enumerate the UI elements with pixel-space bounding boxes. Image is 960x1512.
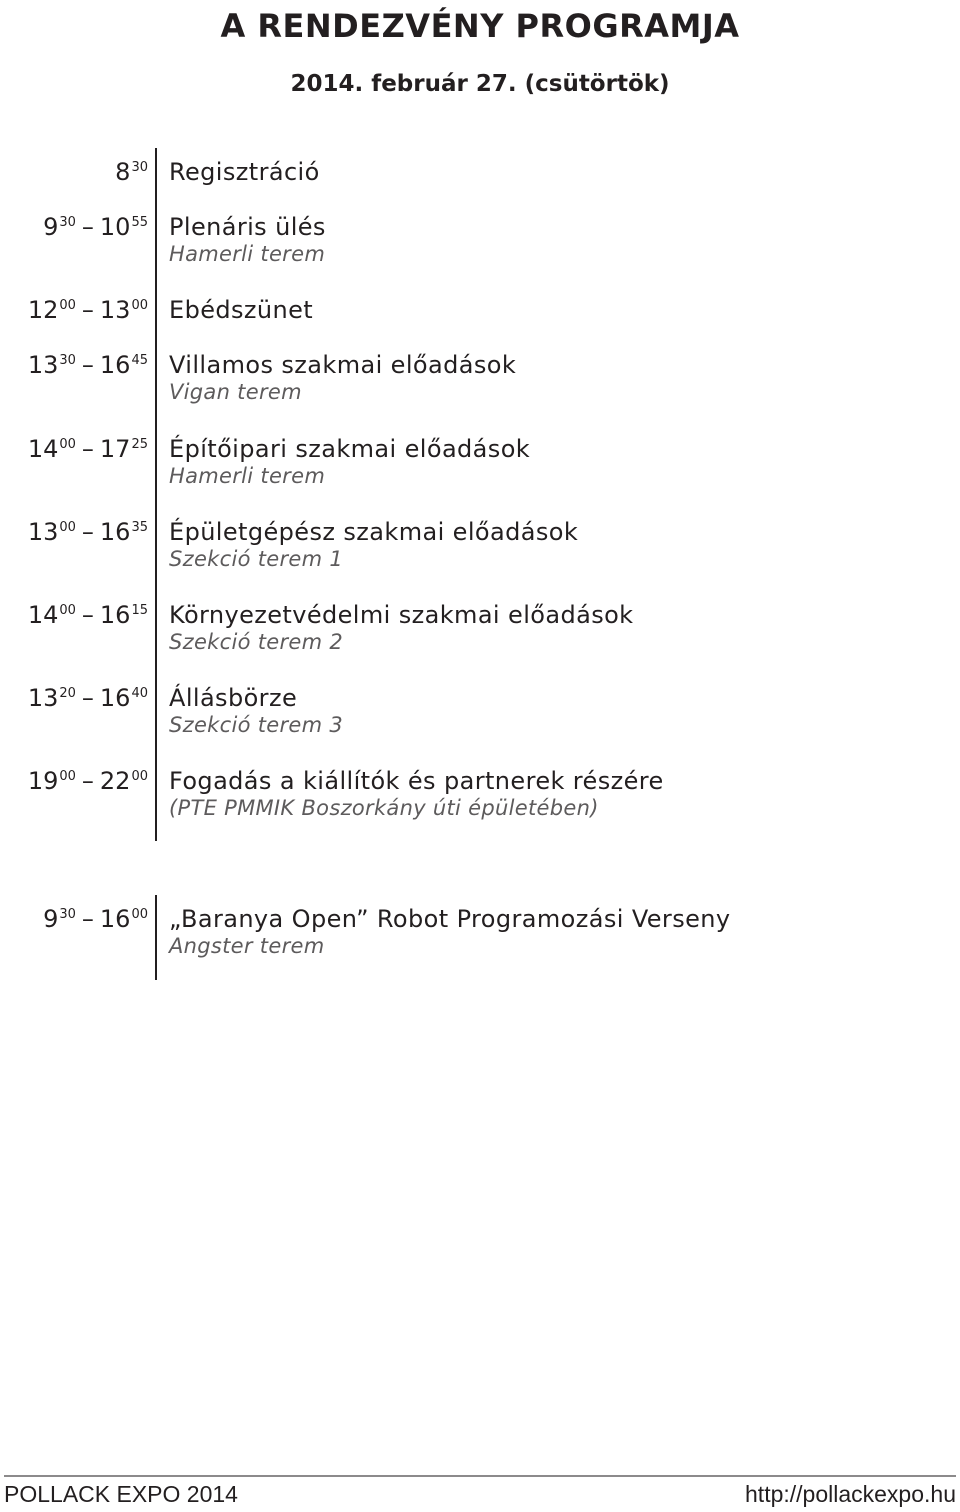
session-title: Regisztráció xyxy=(169,158,320,186)
time-range: $8^{30}$ xyxy=(115,158,148,186)
session-title: Épületgépész szakmai előadások xyxy=(169,518,579,546)
session-location: Hamerli terem xyxy=(169,242,326,266)
schedule-divider xyxy=(155,148,157,841)
time-range: $12^{00} - 13^{00}$ xyxy=(27,296,148,324)
session-location: Szekció terem 2 xyxy=(169,630,344,654)
session-location: Szekció terem 1 xyxy=(169,547,344,571)
footer-website-link[interactable]: http://pollackexpo.hu xyxy=(745,1481,956,1507)
session-title: Ebédszünet xyxy=(169,296,314,324)
schedule-extra xyxy=(0,895,960,980)
session-title: Plenáris ülés xyxy=(169,213,326,241)
session-location: (PTE PMMIK Boszorkány úti épületében) xyxy=(169,796,599,820)
session-title: Állásbörze xyxy=(169,684,298,712)
time-range: $14^{00} - 17^{25}$ xyxy=(27,435,148,463)
footer-rule xyxy=(4,1475,956,1477)
session-title: „Baranya Open” Robot Programozási Verseny xyxy=(169,905,731,933)
schedule-main xyxy=(0,148,960,841)
page-title: A RENDEZVÉNY PROGRAMJA xyxy=(220,7,740,45)
time-range: $19^{00} - 22^{00}$ xyxy=(27,767,148,795)
time-range: $13^{20} - 16^{40}$ xyxy=(27,684,148,712)
event-date: 2014. február 27. (csütörtök) xyxy=(290,71,670,97)
session-location: Angster terem xyxy=(169,934,325,958)
time-range: $9^{30} - 16^{00}$ xyxy=(43,905,148,933)
session-title: Fogadás a kiállítók és partnerek részére xyxy=(169,767,664,795)
session-location: Szekció terem 3 xyxy=(169,713,344,737)
time-range: $14^{00} - 16^{15}$ xyxy=(27,601,148,629)
session-location: Hamerli terem xyxy=(169,464,326,488)
session-title: Villamos szakmai előadások xyxy=(169,351,517,379)
schedule-divider xyxy=(155,895,157,980)
time-range: $9^{30} - 10^{55}$ xyxy=(43,213,148,241)
session-location: Vigan terem xyxy=(169,380,302,404)
footer-event-name: POLLACK EXPO 2014 xyxy=(4,1481,238,1507)
time-range: $13^{00} - 16^{35}$ xyxy=(27,518,148,546)
time-range: $13^{30} - 16^{45}$ xyxy=(27,351,148,379)
session-title: Környezetvédelmi szakmai előadások xyxy=(169,601,634,629)
session-title: Építőipari szakmai előadások xyxy=(169,435,531,463)
